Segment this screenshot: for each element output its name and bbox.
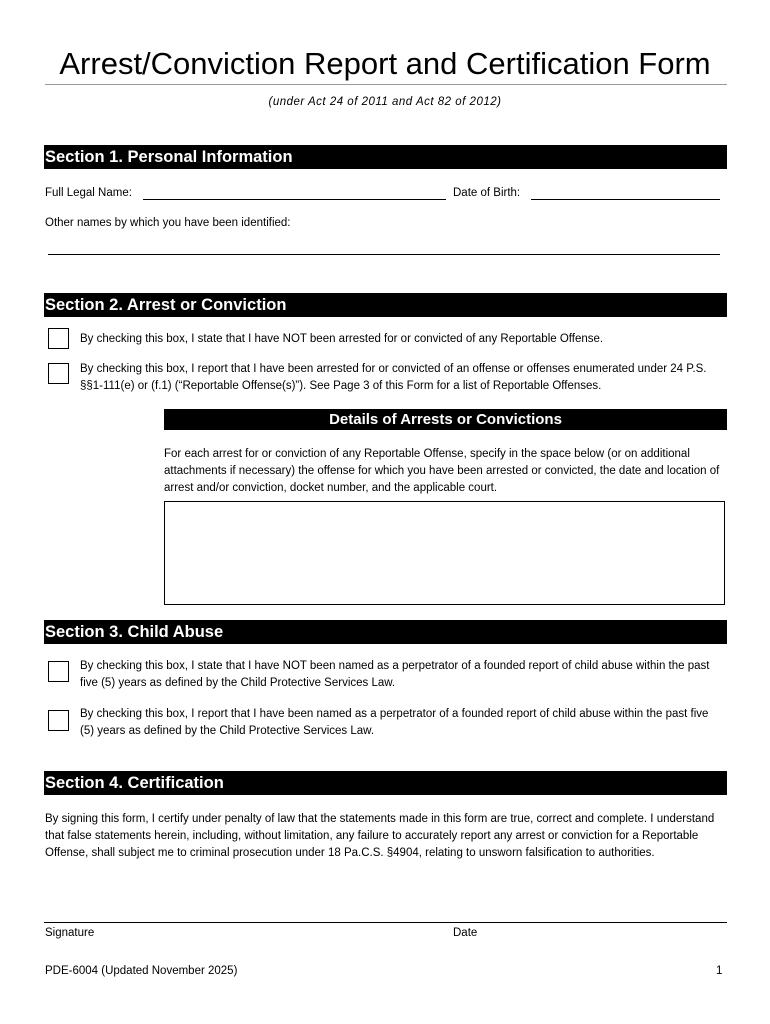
other-names-field[interactable]: [48, 254, 720, 255]
not-named-statement: By checking this box, I state that I have NOT been named as a perpetrator of a founded report of child abuse within the past five (5) years as defined by the Child Protective Services Law.: [80, 660, 710, 689]
other-names-label: Other names by which you have been identified:: [45, 217, 291, 229]
certification-text: By signing this form, I certify under penalty of law that the statements made in this form are true, correct and complete. I understand that false statements herein, including, without limitation, any failure to accurately report any arrest or conviction for a Reportable Offense, shall subject me to criminal prosecution under 18 Pa.C.S. §4904, relating to unsworn falsification to authorities.: [45, 813, 715, 859]
details-textarea[interactable]: [164, 501, 725, 605]
arrested-checkbox[interactable]: [48, 363, 69, 384]
form-title: Arrest/Conviction Report and Certification Form: [59, 46, 711, 81]
dob-label: Date of Birth:: [453, 187, 521, 199]
full-name-label: Full Legal Name:: [45, 187, 132, 199]
signature-label: Signature: [45, 927, 95, 939]
dob-field[interactable]: [531, 199, 720, 200]
details-instructions: For each arrest for or conviction of any Reportable Offense, specify in the space below (or on additional attachments if necessary) the offense for which you have been arrested or convicted, the date and location of arrest and/or conviction, docket number, and the applicable court.: [164, 448, 720, 494]
not-named-checkbox[interactable]: [48, 661, 69, 682]
named-statement: By checking this box, I report that I have been named as a perpetrator of a founded report of child abuse within the past five (5) years as defined by the Child Protective Services Law.: [80, 708, 709, 737]
details-header: Details of Arrests or Convictions: [164, 409, 727, 430]
full-name-field[interactable]: [143, 199, 446, 200]
section2-header: Section 2. Arrest or Conviction: [44, 293, 727, 317]
named-checkbox[interactable]: [48, 710, 69, 731]
form-subtitle: (under Act 24 of 2011 and Act 82 of 2012): [268, 96, 502, 108]
form-id: PDE-6004 (Updated November 2025): [45, 965, 238, 977]
title-divider: [45, 84, 727, 85]
not-arrested-checkbox[interactable]: [48, 328, 69, 349]
section1-header: Section 1. Personal Information: [44, 145, 727, 169]
section3-header: Section 3. Child Abuse: [44, 620, 727, 644]
section4-header: Section 4. Certification: [44, 771, 727, 795]
arrested-statement: By checking this box, I report that I have been arrested for or convicted of an offense or offenses enumerated under 24 P.S. §§1-111(e) or (f.1) (“Reportable Offense(s)”). See Page 3 of this Form for a list of Reportable Offenses.: [80, 363, 707, 392]
date-label: Date: [453, 927, 478, 939]
page-number: 1: [716, 965, 723, 977]
signature-line[interactable]: [44, 922, 727, 923]
not-arrested-statement: By checking this box, I state that I have NOT been arrested for or convicted of any Reportable Offense.: [80, 333, 604, 345]
